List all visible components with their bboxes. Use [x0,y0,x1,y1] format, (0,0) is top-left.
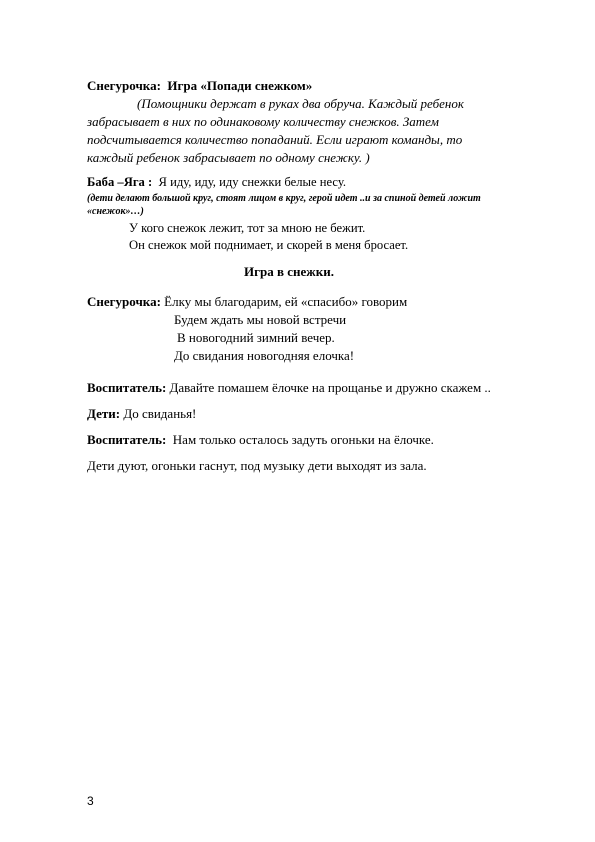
verse-line: Я иду, иду, иду снежки белые несу. [158,174,347,189]
speaker-line-5 [87,380,491,396]
speaker-line-6 [87,406,196,422]
speaker-line-4 [87,294,407,310]
verse-line: В новогодний зимний вечер. [177,330,335,345]
verse-line: Будем ждать мы новой встречи [174,312,347,327]
verse-line: У кого снежок лежит, тот за мною не бежит. [129,220,366,235]
dialogue-text: До свиданья! [123,406,197,421]
stage-remark: (Помощники держат в руках два обруча. Каждый ребенок [137,96,464,111]
verse-line: До свидания новогодняя елочка! [174,348,355,363]
stage-remark: (дети делают большой круг, стоят лицом в круг, герой идет ..и за спиной детей ложит [87,193,481,204]
section-heading: Игра в снежки. [244,264,334,279]
dialogue-text: Нам только осталось задуть огоньки на ёлочке. [172,432,434,447]
dialogue-text: Давайте помашем ёлочке на прощанье и дружно скажем .. [169,380,491,395]
speaker-line-7 [87,432,434,448]
narration-text: Дети дуют, огоньки гаснут, под музыку дети выходят из зала. [87,458,427,473]
speaker-name: Снегурочка: [87,78,161,93]
verse-line: Он снежок мой поднимает, и скорей в меня бросает. [129,237,409,252]
stage-remark: подсчитывается количество попаданий. Если играют команды, то [87,132,463,147]
speaker-name: Дети: [87,406,121,421]
speaker-line-2 [87,174,346,190]
game-title: Игра «Попади снежком» [167,78,313,93]
speaker-name: Воспитатель: [87,380,167,395]
verse-line: Ёлку мы благодарим, ей «спасибо» говорим [164,294,408,309]
speaker-line-1 [87,78,312,94]
stage-remark: «снежок»…) [87,206,144,217]
speaker-name: Баба –Яга : [87,174,153,189]
stage-remark: каждый ребенок забрасывает по одному снежку. ) [87,150,370,165]
page-number: 3 [87,794,94,808]
speaker-name: Снегурочка: [87,294,161,309]
speaker-name: Воспитатель: [87,432,167,447]
stage-remark: забрасывает в них по одинаковому количеству снежков. Затем [87,114,439,129]
